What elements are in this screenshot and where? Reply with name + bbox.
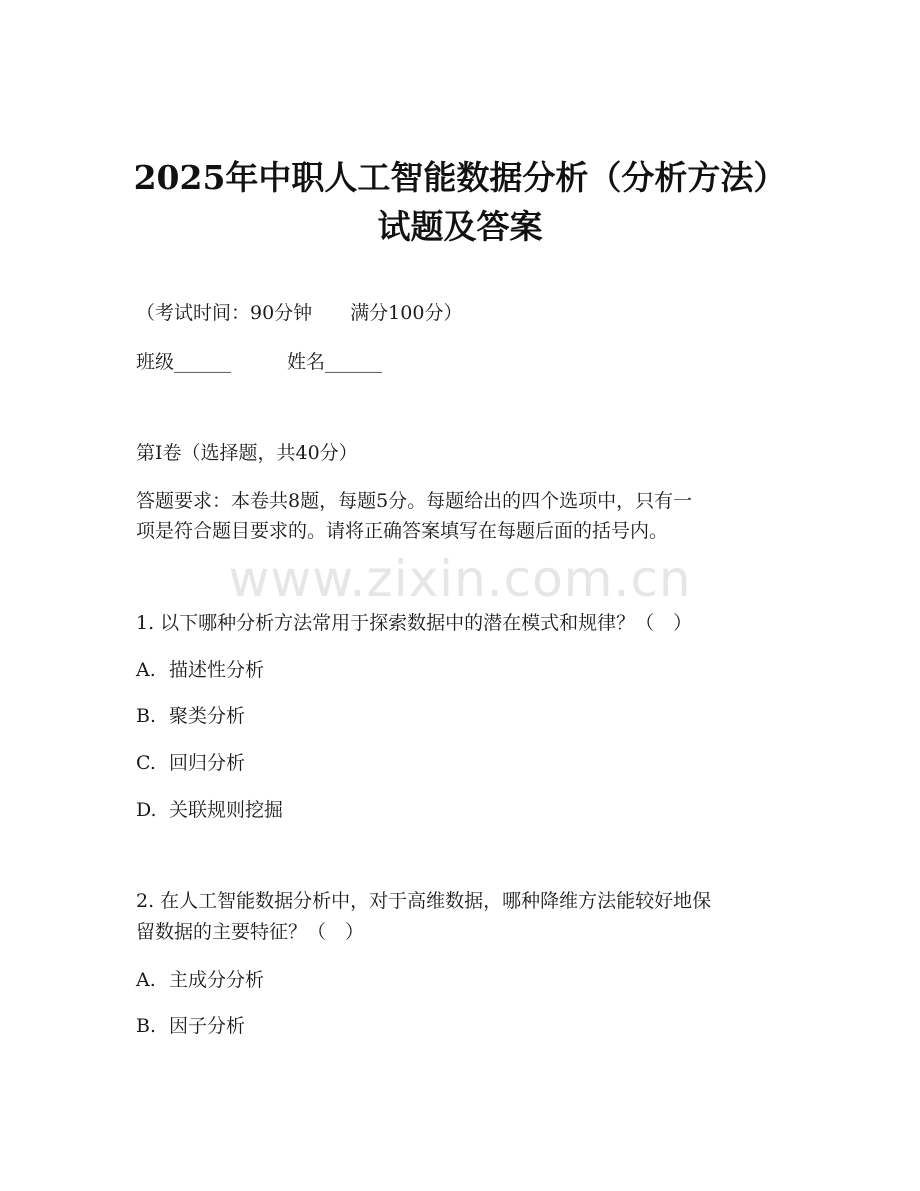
watermark: www.zixin.com.cn [228, 550, 692, 608]
question-1-option-d [136, 796, 283, 824]
name-field-label: 姓名______ [287, 351, 383, 373]
option-label: B. [136, 1015, 157, 1037]
option-text: 描述性分析 [169, 659, 265, 681]
option-label: A. [136, 969, 156, 991]
question-1-stem: 1. 以下哪种分析方法常用于探索数据中的潜在模式和规律？（ ） [136, 612, 693, 634]
instructions-line-2: 项是符合题目要求的。请将正确答案填写在每题后面的括号内。 [136, 520, 669, 542]
question-1-option-a [136, 656, 264, 684]
option-label: A. [136, 659, 156, 681]
exam-info: （考试时间：90分钟 满分100分） [136, 302, 463, 324]
option-text: 主成分分析 [169, 969, 265, 991]
option-label: C. [136, 752, 156, 774]
class-field-label: 班级______ [136, 351, 232, 373]
question-2-stem-line-1: 2. 在人工智能数据分析中，对于高维数据，哪种降维方法能较好地保 [136, 890, 712, 912]
option-text: 回归分析 [169, 752, 246, 774]
option-text: 关联规则挖掘 [169, 799, 284, 821]
student-info-row [136, 348, 382, 376]
question-2-option-b [136, 1012, 245, 1040]
option-label: D. [136, 799, 157, 821]
question-1-option-b [136, 702, 245, 730]
option-text: 因子分析 [169, 1015, 246, 1037]
option-label: B. [136, 705, 157, 727]
document-title-line2: 试题及答案 [377, 207, 543, 246]
question-1-option-c [136, 749, 245, 777]
option-text: 聚类分析 [169, 705, 246, 727]
question-2-stem-line-2: 留数据的主要特征？（ ） [136, 921, 365, 943]
question-2-option-a [136, 966, 264, 994]
document-title-line1: 2025年中职人工智能数据分析（分析方法） [133, 158, 787, 197]
section-heading: 第I卷（选择题，共40分） [136, 442, 358, 464]
instructions-line-1: 答题要求：本卷共8题，每题5分。每题给出的四个选项中，只有一 [136, 490, 693, 512]
